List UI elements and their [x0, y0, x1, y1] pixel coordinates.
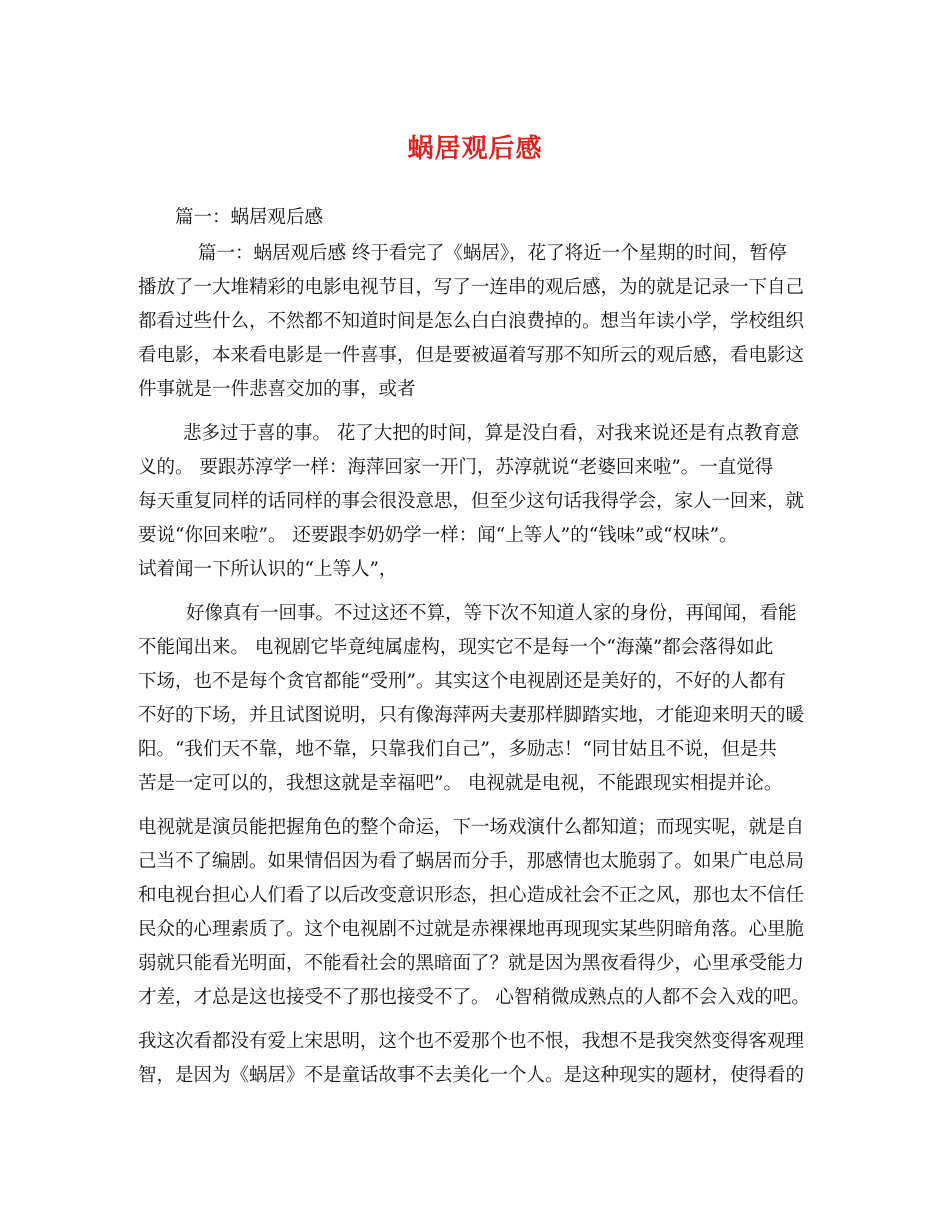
paragraph-line: 己当不了编剧。如果情侣因为看了蜗居而分手，那感情也太脆弱了。如果广电总局: [138, 851, 805, 872]
paragraph-line: 义的。 要跟苏淳学一样：海萍回家一开门，苏淳就说“老婆回来啦”。一直觉得: [138, 457, 774, 478]
paragraph-line: 都看过些什么，不然都不知道时间是怎么白白浪费掉的。想当年读小学，学校组织: [138, 311, 805, 332]
paragraph-line: 我这次看都没有爱上宋思明，这个也不爱那个也不恨，我想不是我突然变得客观理: [138, 1031, 805, 1052]
paragraph-line: 悲多过于喜的事。 花了大把的时间，算是没白看，对我来说还是有点教育意: [183, 423, 800, 444]
document-title: 蜗居观后感: [407, 134, 543, 164]
paragraph-line: 电视就是演员能把握角色的整个命运，下一场戏演什么都知道；而现实呢，就是自: [138, 817, 805, 838]
paragraph-line: 不能闻出来。 电视剧它毕竟纯属虚构，现实它不是每一个“海藻”都会落得如此: [138, 637, 774, 658]
section-heading: 篇一：蜗居观后感: [175, 207, 324, 228]
paragraph-line: 件事就是一件悲喜交加的事，或者: [138, 379, 416, 400]
paragraph-line: 播放了一大堆精彩的电影电视节目，写了一连串的观后感，为的就是记录一下自己: [138, 277, 805, 298]
paragraph-line: 好像真有一回事。不过这还不算，等下次不知道人家的身份，再闻闻，看能: [186, 603, 797, 624]
paragraph-line: 才差，才总是这也接受不了那也接受不了。 心智稍微成熟点的人都不会入戏的吧。: [138, 987, 810, 1008]
paragraph-line: 下场，也不是每个贪官都能“受刑”。其实这个电视剧还是美好的，不好的人都有: [138, 671, 786, 692]
paragraph-line: 弱就只能看光明面，不能看社会的黑暗面了？就是因为黑夜看得少，心里承受能力: [138, 953, 805, 974]
paragraph-line: 民众的心理素质了。这个电视剧不过就是赤裸裸地再现现实某些阴暗角落。心里脆: [138, 919, 805, 940]
paragraph-line: 试着闻一下所认识的“上等人”，: [138, 559, 398, 580]
paragraph-line: 篇一：蜗居观后感 终于看完了《蜗居》，花了将近一个星期的时间，暂停: [198, 243, 787, 264]
paragraph-line: 阳。“我们天不靠，地不靠，只靠我们自己”，多励志！“同甘姑且不说，但是共: [138, 739, 777, 760]
paragraph-line: 智，是因为《蜗居》不是童话故事不去美化一个人。是这种现实的题材，使得看的: [138, 1065, 805, 1086]
paragraph-line: 要说“你回来啦”。 还要跟李奶奶学一样：闻“上等人”的“钱味”或“权味”。: [138, 525, 738, 546]
paragraph-line: 苦是一定可以的，我想这就是幸福吧”。 电视就是电视，不能跟现实相提并论。: [138, 773, 783, 794]
paragraph-line: 看电影，本来看电影是一件喜事，但是要被逼着写那不知所云的观后感，看电影这: [138, 345, 805, 366]
paragraph-line: 不好的下场，并且试图说明，只有像海萍两夫妻那样脚踏实地，才能迎来明天的暖: [138, 705, 805, 726]
paragraph-line: 和电视台担心人们看了以后改变意识形态，担心造成社会不正之风，那也太不信任: [138, 885, 805, 906]
paragraph-line: 每天重复同样的话同样的事会很没意思，但至少这句话我得学会，家人一回来，就: [138, 491, 805, 512]
